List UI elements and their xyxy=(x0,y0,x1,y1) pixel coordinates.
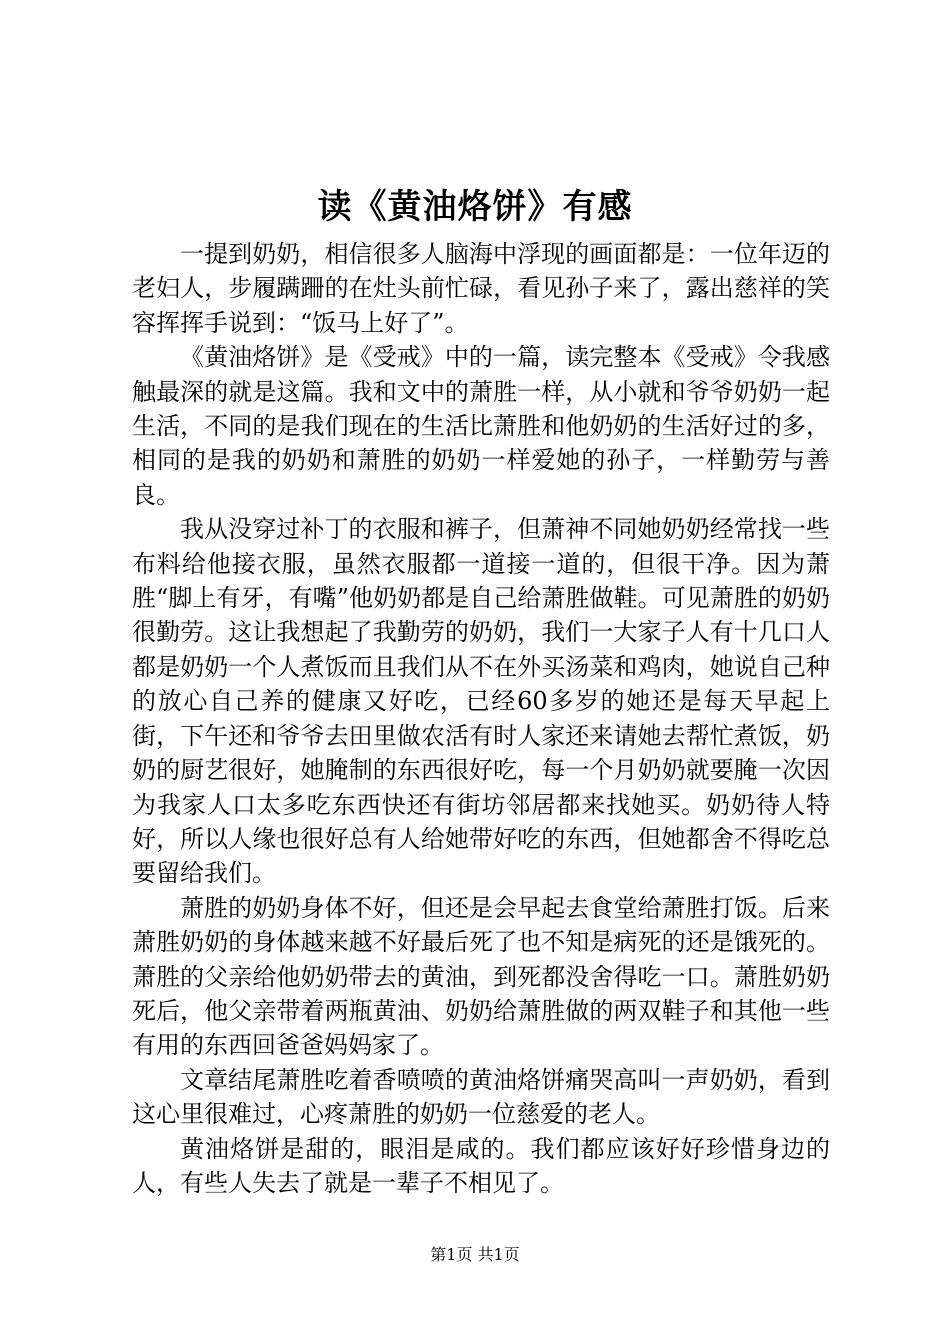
paragraph-1: 一提到奶奶，相信很多人脑海中浮现的画面都是：一位年迈的老妇人，步履蹒跚的在灶头前忙碌，看见孙子来了，露出慈祥的笑容挥挥手说到：“饭马上好了”。 xyxy=(132,240,830,337)
page-footer: 第1页 共1页 xyxy=(430,1245,520,1264)
paragraph-6: 黄油烙饼是甜的，眼泪是咸的。我们都应该好好珍惜身边的人，有些人失去了就是一辈子不相见了。 xyxy=(132,1134,830,1197)
paragraph-4: 萧胜的奶奶身体不好，但还是会早起去食堂给萧胜打饭。后来萧胜奶奶的身体越来越不好最后死了也不知是病死的还是饿死的。萧胜的父亲给他奶奶带去的黄油，到死都没舍得吃一口。萧胜奶奶死后，他父亲带着两瓶黄油、奶奶给萧胜做的两双鞋子和其他一些有用的东西回爸爸妈妈家了。 xyxy=(132,893,830,1060)
paragraph-3: 我从没穿过补丁的衣服和裤子，但萧神不同她奶奶经常找一些布料给他接衣服，虽然衣服都一道接一道的，但很干净。因为萧胜“脚上有牙，有嘴”他奶奶都是自己给萧胜做鞋。可见萧胜的奶奶很勤劳。这让我想起了我勤劳的奶奶，我们一大家子人有十几口人都是奶奶一个人煮饭而且我们从不在外买汤菜和鸡肉，她说自己种的放心自己养的健康又好吃，已经60多岁的她还是每天早起上街，下午还和爷爷去田里做农活有时人家还来请她去帮忙煮饭，奶奶的厨艺很好，她腌制的东西很好吃，每一个月奶奶就要腌一次因为我家人口太多吃东西快还有街坊邻居都来找她买。奶奶待人特好，所以人缘也很好总有人给她带好吃的东西，但她都舍不得吃总要留给我们。 xyxy=(132,515,830,888)
paragraph-2: 《黄油烙饼》是《受戒》中的一篇，读完整本《受戒》令我感触最深的就是这篇。我和文中的萧胜一样，从小就和爷爷奶奶一起生活，不同的是我们现在的生活比萧胜和他奶奶的生活好过的多，相同的是我的奶奶和萧胜的奶奶一样爱她的孙子，一样勤劳与善良。 xyxy=(132,343,830,509)
document-body xyxy=(132,237,830,1200)
paragraph-5: 文章结尾萧胜吃着香喷喷的黄油烙饼痛哭高叫一声奶奶，看到这心里很难过，心疼萧胜的奶奶一位慈爱的老人。 xyxy=(132,1065,830,1129)
document-title: 读《黄油烙饼》有感 xyxy=(317,187,633,227)
